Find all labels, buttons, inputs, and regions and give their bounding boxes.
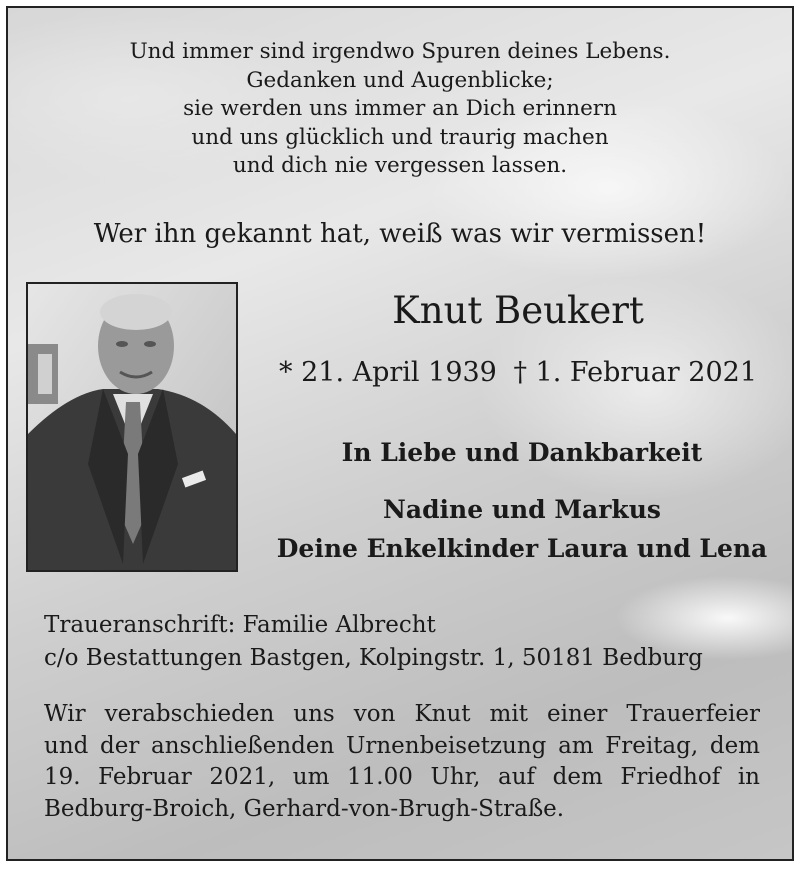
ceremony-line: und der anschließenden Urnenbeisetzung am Freitag, dem <box>44 732 760 759</box>
deceased-name: Knut Beukert <box>392 289 644 332</box>
obituary-notice <box>6 6 794 861</box>
dedication: In Liebe und Dankbarkeit <box>341 438 703 467</box>
portrait-photo <box>26 282 238 572</box>
ceremony-line: 19. Februar 2021, um 11.00 Uhr, auf dem Friedhof in <box>44 764 760 790</box>
death-date: † 1. Februar 2021 <box>513 357 757 388</box>
verse-line: und uns glücklich und traurig machen <box>191 124 609 150</box>
ceremony-line: Bedburg-Broich, Gerhard-von-Brugh-Straße. <box>44 795 565 822</box>
mourning-address <box>44 609 703 675</box>
address-line: Traueranschrift: Familie Albrecht <box>44 612 436 638</box>
life-dates <box>248 357 788 388</box>
mourners-line: Nadine und Markus <box>383 495 661 524</box>
motto: Wer ihn gekannt hat, weiß was wir vermissen! <box>93 219 707 249</box>
verse-line: Gedanken und Augenblicke; <box>246 67 554 93</box>
verse-line: sie werden uns immer an Dich erinnern <box>183 96 617 121</box>
address-line: c/o Bestattungen Bastgen, Kolpingstr. 1, 50181 Bedburg <box>44 645 703 671</box>
verse-line: Und immer sind irgendwo Spuren deines Lebens. <box>129 39 671 64</box>
ceremony-line: Wir verabschieden uns von Knut mit einer Trauerfeier <box>44 701 760 727</box>
verse-line: und dich nie vergessen lassen. <box>232 153 568 178</box>
ceremony-text <box>44 699 760 825</box>
memorial-verse <box>8 38 792 181</box>
birth-date: * 21. April 1939 <box>279 357 497 388</box>
mourners-line: Deine Enkelkinder Laura und Lena <box>276 534 768 563</box>
